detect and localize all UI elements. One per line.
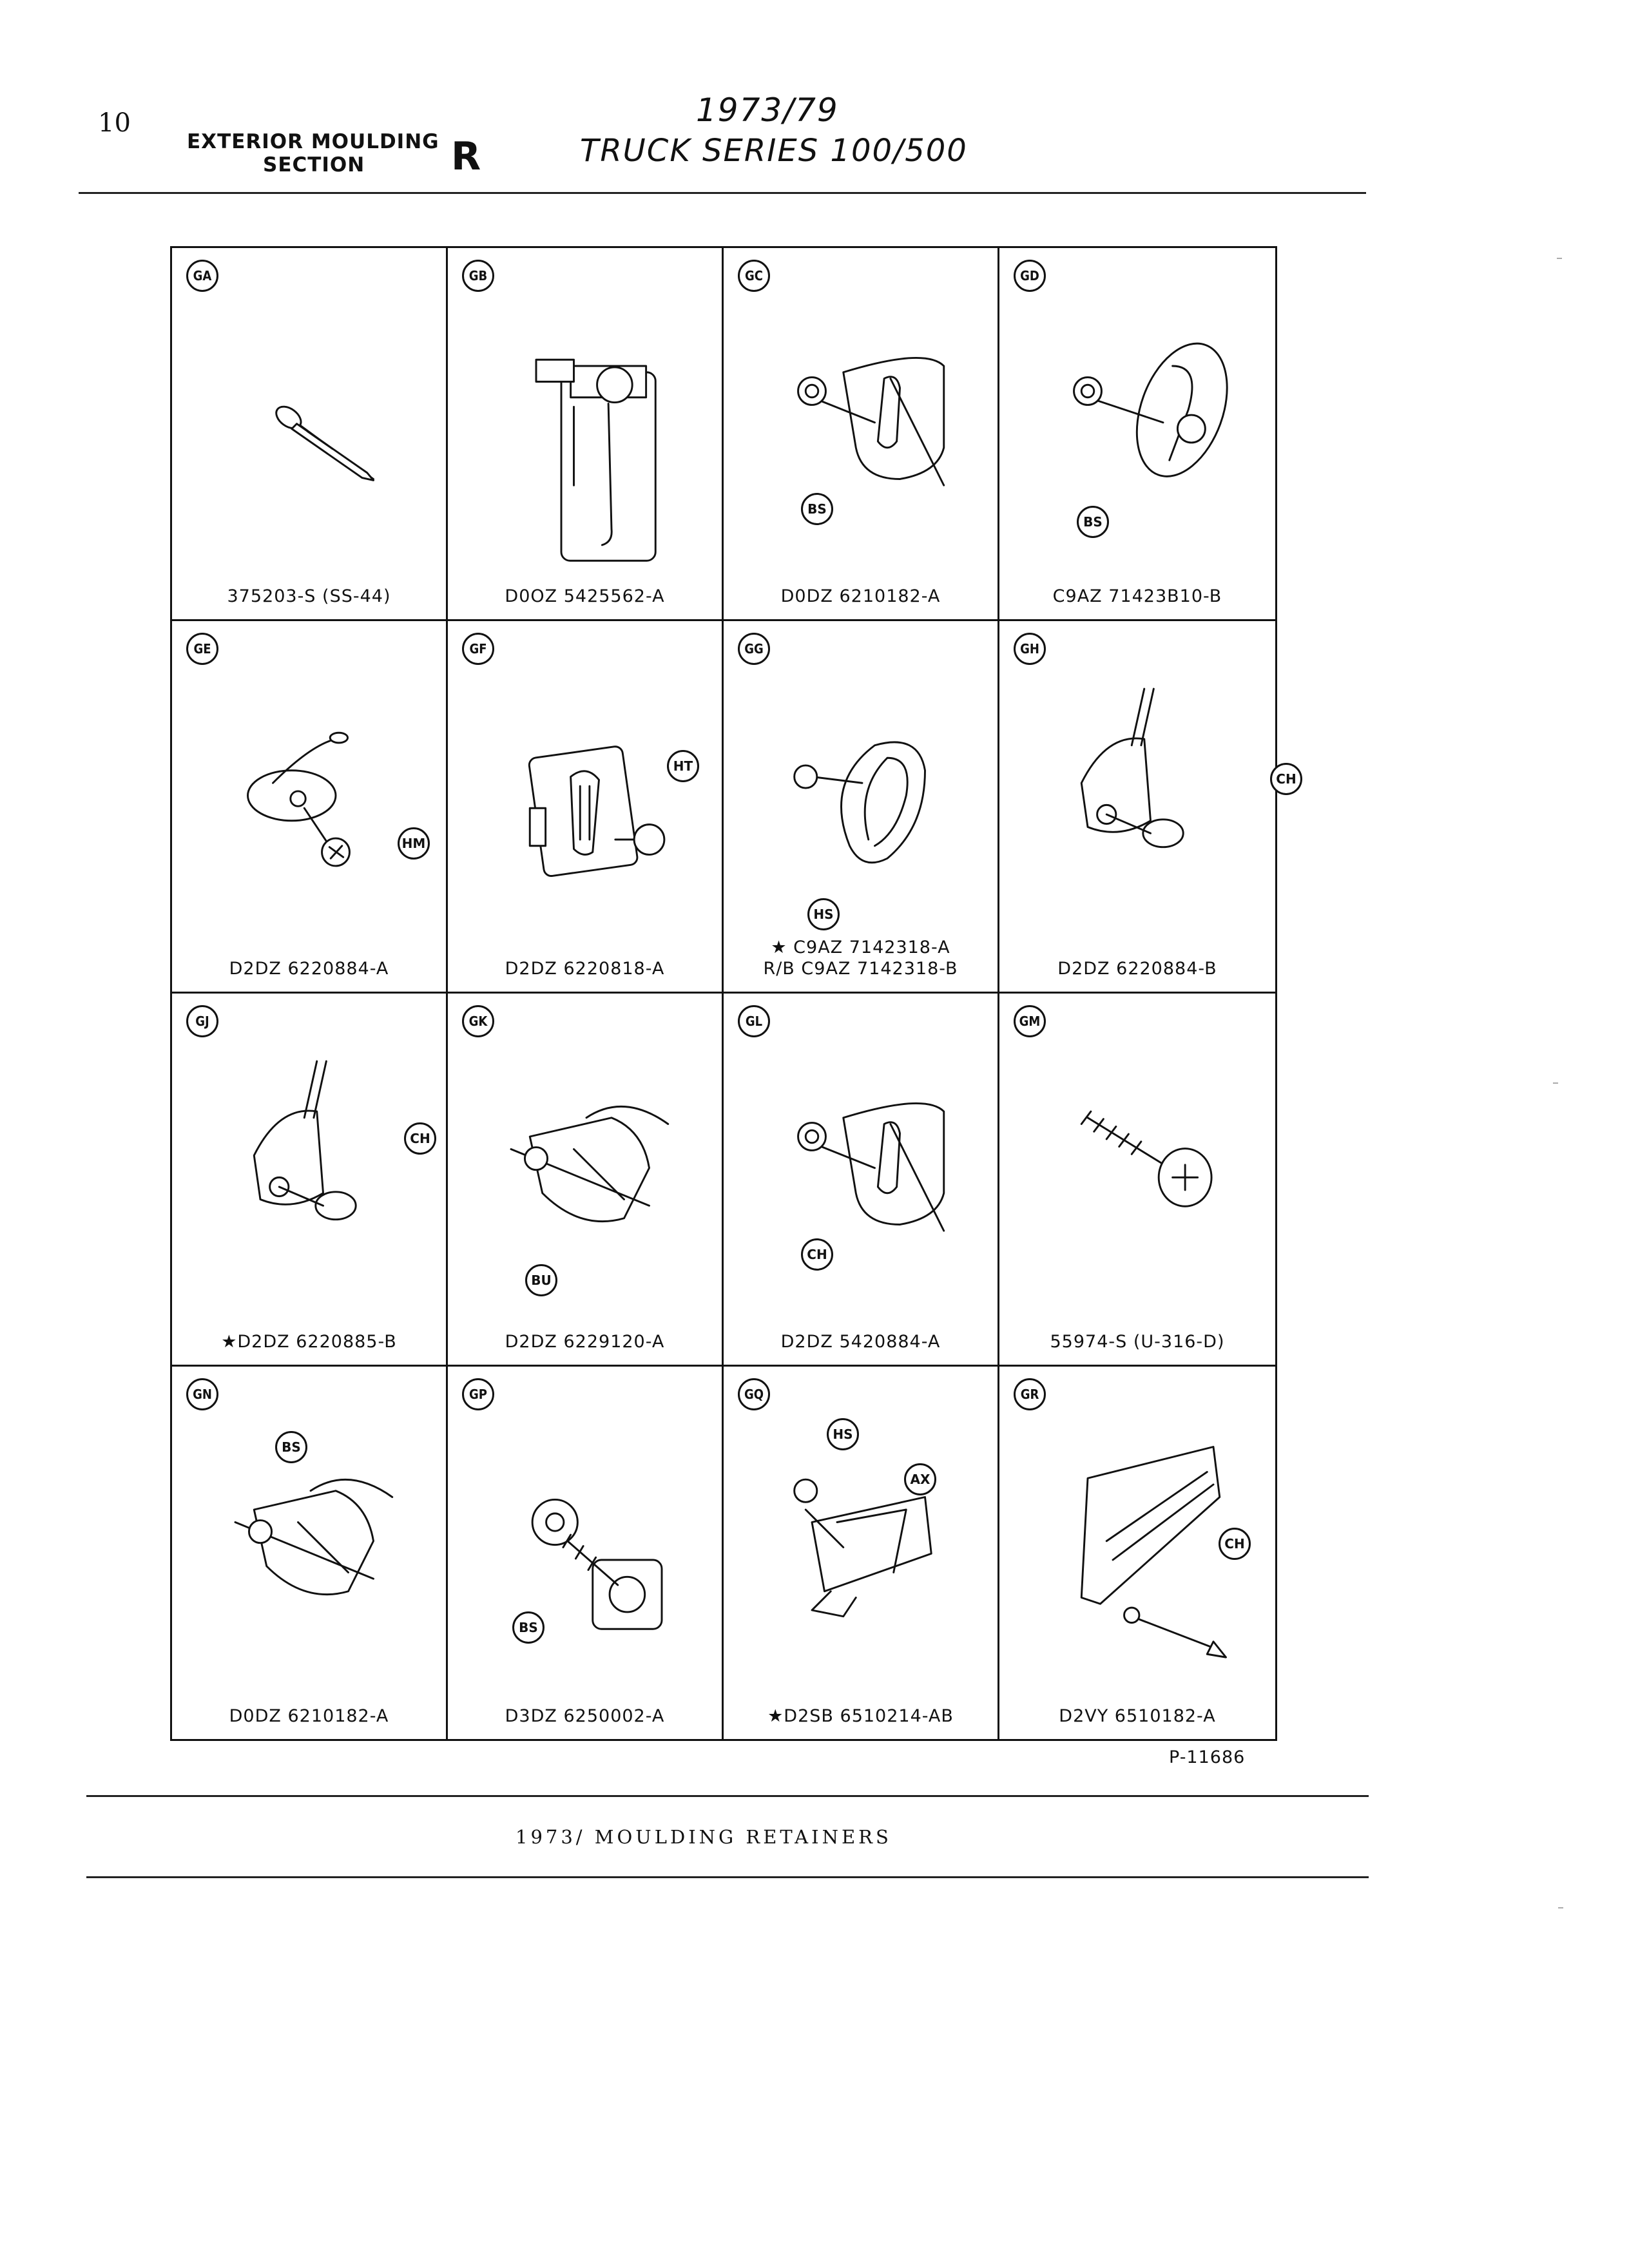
callout-label: HS — [807, 898, 840, 930]
part-number — [172, 958, 446, 980]
callout-label: AX — [904, 1463, 936, 1495]
part-cell — [448, 1367, 724, 1740]
part-number — [724, 937, 998, 981]
part-code-badge: GE — [186, 633, 218, 665]
callout-label: HM — [398, 827, 430, 860]
part-code-badge: GK — [462, 1005, 494, 1037]
part-number-line: D3DZ 6250002-A — [505, 1706, 665, 1727]
part-illustration — [737, 1039, 988, 1335]
part-code-badge: GR — [1014, 1378, 1046, 1410]
callout-label: BU — [525, 1264, 557, 1296]
part-illustration — [461, 293, 712, 590]
part-number-line: D0DZ 6210182-A — [229, 1706, 389, 1727]
part-illustration — [737, 1412, 988, 1708]
callout-label: CH — [801, 1238, 833, 1271]
part-number-line: ★D2DZ 6220885-B — [221, 1331, 397, 1352]
part-code-badge: GM — [1014, 1005, 1046, 1037]
part-number — [448, 586, 722, 608]
part-illustration — [1012, 1412, 1264, 1708]
callout-label: BS — [801, 493, 833, 525]
part-number-line: 375203-S (SS-44) — [227, 586, 391, 606]
scan-speck — [1557, 258, 1562, 259]
part-code-badge: GG — [738, 633, 770, 665]
part-code-badge: GA — [186, 260, 218, 292]
part-illustration — [1012, 666, 1264, 963]
part-code-badge: GF — [462, 633, 494, 665]
part-cell — [999, 1367, 1275, 1740]
page-number: 10 — [98, 108, 131, 138]
part-number-line: C9AZ 71423B10-B — [1052, 586, 1222, 606]
section-subtitle: SECTION — [263, 153, 365, 177]
part-number-line: 55974-S (U-316-D) — [1050, 1331, 1225, 1352]
callout-label: CH — [1219, 1528, 1251, 1560]
part-cell — [724, 248, 999, 621]
part-number-line: D0DZ 6210182-A — [780, 586, 941, 606]
part-cell — [724, 1367, 999, 1740]
part-number-line: ★D2SB 6510214-AB — [767, 1706, 954, 1727]
part-number — [172, 1706, 446, 1727]
part-code-badge: GH — [1014, 633, 1046, 665]
part-cell — [172, 248, 448, 621]
callout-label: CH — [1270, 763, 1302, 795]
part-number — [448, 958, 722, 980]
part-number — [724, 1706, 998, 1727]
header-rule — [79, 192, 1366, 194]
part-cell — [999, 248, 1275, 621]
part-number-line: D0OZ 5425562-A — [505, 586, 665, 606]
part-cell — [448, 621, 724, 994]
footer-top-rule — [86, 1795, 1369, 1797]
part-code-badge: GQ — [738, 1378, 770, 1410]
part-number-line: ★ C9AZ 7142318-A — [771, 937, 950, 957]
part-illustration — [185, 1412, 436, 1708]
part-code-badge: GC — [738, 260, 770, 292]
part-number — [724, 1331, 998, 1353]
callout-label: BS — [275, 1431, 307, 1463]
part-cell — [172, 1367, 448, 1740]
section-title: EXTERIOR MOULDING — [187, 130, 439, 153]
part-cell — [999, 621, 1296, 994]
callout-label: BS — [512, 1611, 545, 1644]
part-number — [172, 1331, 446, 1353]
part-number-line: R/B C9AZ 7142318-B — [763, 959, 958, 979]
part-illustration — [1012, 1039, 1264, 1335]
part-cell — [448, 994, 724, 1367]
part-code-badge: GP — [462, 1378, 494, 1410]
part-code-badge: GJ — [186, 1005, 218, 1037]
part-number-line: D2DZ 6229120-A — [505, 1331, 665, 1352]
part-illustration — [1012, 293, 1264, 590]
part-illustration — [737, 293, 988, 590]
part-illustration — [737, 666, 988, 963]
scan-speck — [1558, 1907, 1563, 1908]
part-illustration — [461, 666, 712, 963]
callout-label: CH — [404, 1122, 436, 1155]
truck-series: TRUCK SERIES 100/500 — [580, 133, 968, 169]
part-cell — [724, 994, 999, 1367]
part-number-line: D2DZ 6220884-A — [229, 959, 389, 979]
part-number — [999, 1331, 1275, 1353]
part-illustration — [461, 1412, 712, 1708]
part-number-line: D2DZ 5420884-A — [780, 1331, 941, 1352]
section-letter: R — [451, 134, 481, 179]
part-code-badge: GD — [1014, 260, 1046, 292]
model-years: 1973/79 — [696, 91, 839, 129]
part-illustration — [185, 1039, 436, 1335]
part-cell — [999, 994, 1275, 1367]
part-number — [724, 586, 998, 608]
part-code-badge: GN — [186, 1378, 218, 1410]
part-cell — [724, 621, 999, 994]
scan-speck — [1553, 1082, 1558, 1084]
part-code-badge: GB — [462, 260, 494, 292]
part-cell — [172, 994, 448, 1367]
part-illustration — [185, 666, 436, 963]
part-number-line: D2DZ 6220884-B — [1057, 959, 1217, 979]
part-number-line: D2VY 6510182-A — [1059, 1706, 1216, 1727]
part-number — [999, 586, 1275, 608]
callout-label: HT — [667, 750, 699, 782]
callout-label: BS — [1077, 506, 1109, 538]
part-number — [448, 1706, 722, 1727]
part-number-line: D2DZ 6220818-A — [505, 959, 665, 979]
footer-caption: 1973/ MOULDING RETAINERS — [516, 1826, 892, 1848]
parts-grid — [170, 246, 1296, 1741]
part-number — [999, 1706, 1275, 1727]
part-number — [999, 958, 1275, 980]
part-cell — [448, 248, 724, 621]
figure-reference: P-11686 — [1169, 1747, 1246, 1767]
part-code-badge: GL — [738, 1005, 770, 1037]
part-number — [172, 586, 446, 608]
callout-label: HS — [827, 1418, 859, 1450]
part-number — [448, 1331, 722, 1353]
footer-bottom-rule — [86, 1876, 1369, 1878]
part-cell — [172, 621, 448, 994]
part-illustration — [185, 293, 436, 590]
part-illustration — [461, 1039, 712, 1335]
